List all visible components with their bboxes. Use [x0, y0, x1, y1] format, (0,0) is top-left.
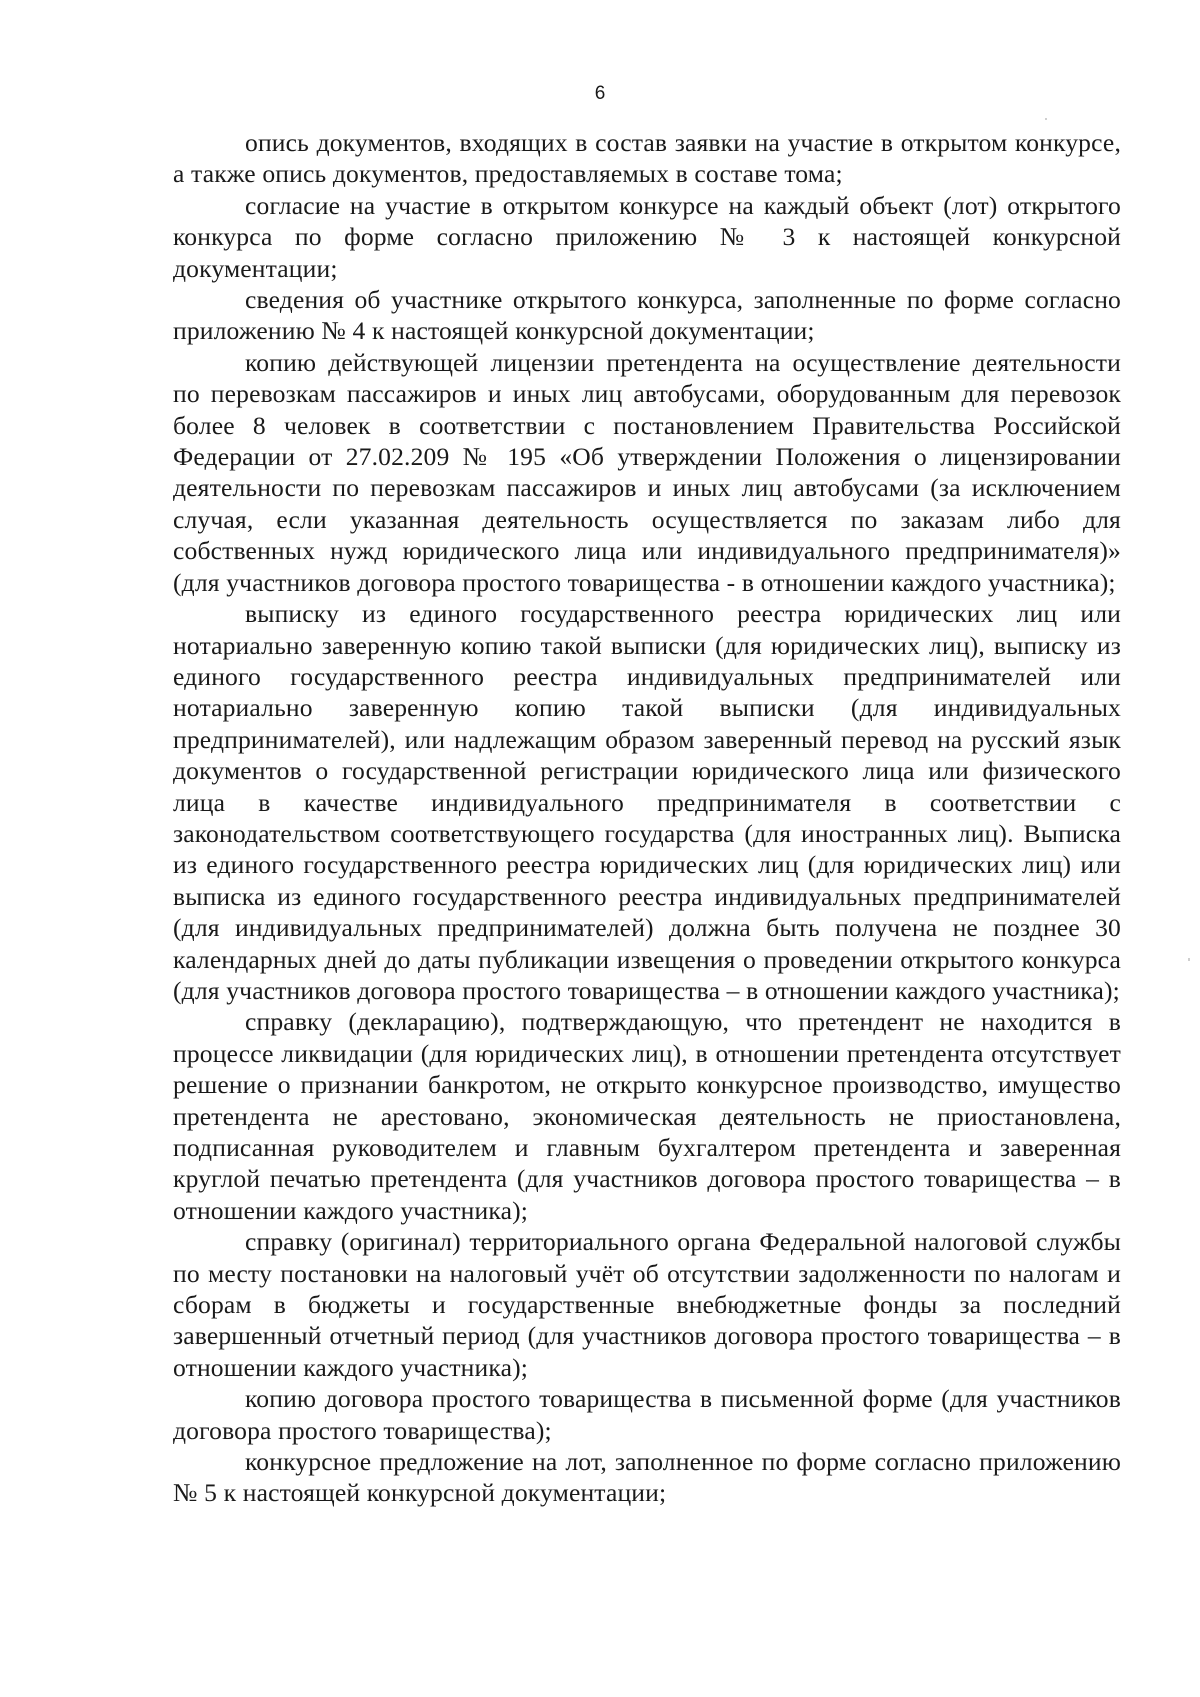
paragraph-tax-certificate: справку (оригинал) территориального органа Федеральной налоговой службы по месту постановки на налоговый учёт об отсутствии задолженности по налогам и сборам в бюджеты и государственные внебюджетные фонды за последний завершенный отчетный период (для участников договора простого товарищества – в отношении каждого участника); — [173, 1227, 1121, 1382]
page-number: 6 — [594, 83, 606, 104]
paragraph-license-copy: копию действующей лицензии претендента на осуществление деятельности по перевозкам пассажиров и иных лиц автобусами, оборудованным для перевозок более 8 человек в соответствии с постановлением Правительства Российской Федерации от 27.02.209 № 195 «Об утверждении Положения о лицензировании деятельности по перевозкам пассажиров и иных лиц автобусами (за исключением случая, если указанная деятельность осуществляется по заказам либо для собственных нужд юридического лица или индивидуального предпринимателя)» (для участников договора простого товарищества - в отношении каждого участника); — [173, 347, 1121, 597]
paragraph-registry-extract: выписку из единого государственного реестра юридических лиц или нотариально заверенную копию такой выписки (для юридических лиц), выписку из единого государственного реестра индивидуальных предпринимателей или нотариально заверенную копию такой выписки (для индивидуальных предпринимателей), или надлежащим образом заверенный перевод на русский язык документов о государственной регистрации юридического лица или физического лица в качестве индивидуального предпринимателя в соответствии с законодательством соответствующего государства (для иностранных лиц). Выписка из единого государственного реестра юридических лиц (для юридических лиц) или выписка из единого государственного реестра индивидуальных предпринимателей (для индивидуальных предпринимателей) должна быть получена не позднее 30 календарных дней до даты публикации извещения о проведении открытого конкурса (для участников договора простого товарищества – в отношении каждого участника); — [173, 599, 1121, 1005]
paragraph-consent: согласие на участие в открытом конкурсе на каждый объект (лот) открытого конкурса по форме согласно приложению № 3 к настоящей конкурсной документации; — [173, 190, 1121, 283]
paragraph-competitive-offer: конкурсное предложение на лот, заполненное по форме согласно приложению № 5 к настоящей конкурсной документации; — [173, 1447, 1121, 1508]
scan-speck — [1188, 958, 1190, 961]
paragraph-partnership-contract: копию договора простого товарищества в письменной форме (для участников договора простого товарищества); — [173, 1384, 1121, 1445]
document-body — [173, 127, 1121, 1509]
scan-speck — [1045, 118, 1047, 120]
paragraph-declaration: справку (декларацию), подтверждающую, что претендент не находится в процессе ликвидации (для юридических лиц), в отношении претендента отсутствует решение о признании банкротом, не открыто конкурсное производство, имущество претендента не арестовано, экономическая деятельность не приостановлена, подписанная руководителем и главным бухгалтером претендента и заверенная круглой печатью претендента (для участников договора простого товарищества – в отношении каждого участника); — [173, 1007, 1121, 1225]
paragraph-participant-info: сведения об участнике открытого конкурса, заполненные по форме согласно приложению № 4 к настоящей конкурсной документации; — [173, 285, 1121, 346]
paragraph-inventory: опись документов, входящих в состав заявки на участие в открытом конкурсе, а также опись документов, предоставляемых в составе тома; — [173, 128, 1121, 189]
